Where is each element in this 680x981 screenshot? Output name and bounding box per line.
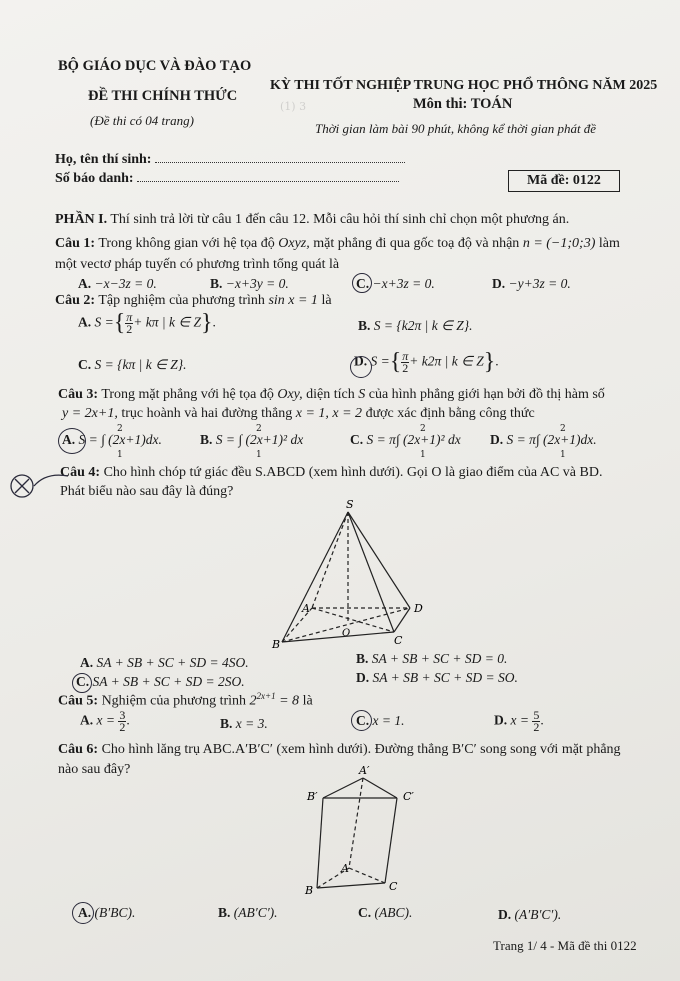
q1-b-letter: B. [210,276,223,291]
q2-a-letter: A. [78,314,92,330]
q3-b-hi: 2 [256,424,262,434]
q5-a-num: 3 [119,708,126,722]
q5-option-a[interactable]: A. x = $\frac{3}{2}$ . [80,708,130,734]
q4-c-text: SA + SB + SC + SD = 2SO. [92,674,245,689]
label-b1: B′ [307,790,318,803]
label-c: C [389,880,398,893]
q5-stem [58,691,313,710]
q2-b-text: S = {k2π | k ∈ Z}. [373,318,473,333]
bleed-through: (1) 3 [280,100,307,113]
q5-a-den: 2 [119,720,126,734]
q3-d-letter: D. [490,432,504,447]
q6-answer-circle [72,902,94,924]
page-footer: Trang 1/ 4 - Mã đề thi 0122 [493,938,637,953]
q6-option-d[interactable] [498,907,561,923]
q2-d-den: 2 [402,361,409,375]
q5-d-num: 5 [533,708,540,722]
q1-line2: một vectơ pháp tuyến có phương trình tổng quát là [55,257,340,272]
brace-close: } [201,310,213,336]
edge-cc1 [385,798,397,883]
q3-c-hi: 2 [420,424,426,434]
q3-answer-circle [58,428,86,454]
q1-a-letter: A. [78,276,92,291]
q1-text2: mặt phẳng đi qua gốc toạ độ và nhận [313,236,520,251]
part1-title: PHẦN I. [55,212,108,227]
q6-text: Cho hình lăng trụ ABC.A′B′C′ (xem hình dưới). Đường thẳng B′C′ song song với mặt phẳng [101,742,621,757]
q1-d-letter: D. [492,276,506,291]
q3-label: Câu 3: [58,387,99,402]
q5-d-frac [532,710,540,733]
label-d: D [414,602,423,615]
q1-a-text: −x−3z = 0. [94,276,157,291]
brace-open: { [389,349,402,375]
q1-vector: n = (−1;0;3) [522,236,596,251]
q4-d-text: SA + SB + SC + SD = SO. [372,670,518,685]
q2-d-letter: D. [354,353,368,369]
q4-answer-circle [72,673,92,693]
q3-text1: Trong mặt phẳng với hệ tọa độ [101,387,274,402]
q4-stem [60,465,602,481]
q1-option-d[interactable] [492,276,571,292]
q2-answer-circle [350,353,372,378]
q1-c-letter: C. [356,276,370,291]
q6-stem [58,742,621,758]
label-a: A [302,602,310,615]
q3-b-letter: B. [200,432,213,447]
q6-b-letter: B. [218,905,231,920]
q4-line2: Phát biểu nào sau đây là đúng? [60,484,234,499]
official-label: ĐỀ THI CHÍNH THỨC [88,88,238,104]
label-a: A [341,862,349,875]
label-c1: C′ [403,790,414,803]
exam-title: KỲ THI TỐT NGHIỆP TRUNG HỌC PHỔ THÔNG NĂM 2025 [270,78,658,93]
q5-c-text: x = 1. [372,713,405,728]
q4-option-a[interactable] [80,655,249,671]
q5-a-letter: A. [80,712,94,728]
q3-stem [58,387,605,403]
q5-eq-rhs: = 8 [279,693,300,709]
q1-option-b[interactable] [210,276,289,292]
q4-c-letter: C. [76,674,90,689]
q6-a-text: (B′BC). [94,905,136,920]
q2-a-den: 2 [126,322,133,336]
q5-answer-circle [351,710,372,731]
q5-b-text: x = 3. [235,716,268,731]
q4-option-c[interactable] [76,674,245,690]
q1-stem [55,236,620,252]
label-o: O [342,628,351,639]
q1-option-a[interactable] [78,276,157,292]
q3-c-letter: C. [350,432,364,447]
q3-sym: S [358,387,366,402]
edge-aa1 [349,778,363,868]
label-c: C [394,634,403,647]
q5-option-d[interactable]: D. x = $\frac{5}{2}$ . [494,708,544,734]
name-field[interactable] [155,162,405,163]
edge-cd [394,608,410,632]
q3-b-lo: 1 [256,450,262,460]
q6-option-b[interactable] [218,905,278,921]
q5-a-frac [118,710,126,733]
id-label-text: Số báo danh: [55,171,134,186]
q3-line2 [62,406,535,422]
q2-c-letter: C. [78,357,92,372]
q3-line2a: y = 2x+1, [62,406,118,421]
q4-label: Câu 4: [60,465,101,480]
q6-d-text: (A′B′C′). [514,907,562,922]
q2-d-pre: S = [370,353,390,369]
id-field[interactable] [137,181,399,182]
label-a1: A′ [359,764,370,777]
q3-option-b[interactable] [200,432,303,448]
q2-eq: sin x = 1 [268,293,318,308]
q2-d-num: π [402,349,409,363]
q2-text: Tập nghiệm của phương trình [98,293,265,308]
q3-a-letter: A. [62,432,76,447]
edge-sa [312,512,348,608]
q4-a-text: SA + SB + SC + SD = 4SO. [96,655,249,670]
q4-d-letter: D. [356,670,370,685]
q2-a-post: + kπ | k ∈ Z [133,314,202,330]
q1-b-text: −x+3y = 0. [225,276,289,291]
part1-instruction: Thí sinh trả lời từ câu 1 đến câu 12. Mỗi câu hỏi thí sinh chỉ chọn một phương án. [110,212,570,227]
q6-b-text: (AB′C′). [233,905,278,920]
prism-figure [285,764,415,898]
q2-a-pre: S = [94,314,114,330]
q3-line2c: x = 1, x = 2 [295,406,363,421]
margin-mark-icon [6,468,56,508]
q3-line2d: được xác định bằng công thức [365,406,535,421]
q3-text2: diện tích [306,387,355,402]
q5-eq-exp: 2x+1 [256,691,276,701]
q4-option-d[interactable] [356,670,518,686]
q4-option-b[interactable] [356,651,507,667]
q3-d-text: S = π∫ (2x+1)dx. [506,432,597,447]
q6-option-c[interactable] [358,905,412,921]
q3-option-d[interactable] [490,432,597,448]
q3-a-text: S = ∫ (2x+1)dx. [78,432,162,447]
edge-bc [317,883,385,888]
q3-option-c[interactable] [350,432,461,448]
q4-text: Cho hình chóp tứ giác đều S.ABCD (xem hình dưới). Gọi O là giao điểm của AC và BD. [103,465,603,480]
q1-d-text: −y+3z = 0. [508,276,571,291]
q6-c-text: (ABC). [374,905,413,920]
q2-option-b[interactable] [358,318,473,334]
q3-c-text: S = π∫ (2x+1)² dx [366,432,461,447]
edge-sb [282,512,351,642]
q2-label: Câu 2: [55,293,96,308]
q3-system: Oxy, [277,387,303,402]
q5-d-letter: D. [494,712,508,728]
q3-c-lo: 1 [420,450,426,460]
q3-text3: của hình phẳng giới hạn bởi đồ thị hàm số [368,387,605,402]
candidate-id-label [55,171,399,187]
q6-line2: nào sau đây? [58,762,131,777]
q5-label: Câu 5: [58,693,99,709]
q5-d-den: 2 [533,720,540,734]
q3-a-lo: 1 [117,450,123,460]
q4-b-letter: B. [356,651,369,666]
q1-label: Câu 1: [55,236,96,251]
q3-d-lo: 1 [560,450,566,460]
q6-label: Câu 6: [58,742,99,757]
q5-text: Nghiệm của phương trình [101,693,247,709]
q2-a-num: π [126,310,133,324]
q1-c-text: −x+3z = 0. [372,276,435,291]
q1-answer-circle [352,273,372,293]
q1-system: Oxyz, [278,236,310,251]
q3-line2b: trục hoành và hai đường thẳng [121,406,293,421]
q6-a-letter: A. [78,905,92,920]
q3-b-text: S = ∫ (2x+1)² dx [215,432,304,447]
q4-a-letter: A. [80,655,94,670]
q5-tail: là [302,693,313,709]
q2-c-text: S = {kπ | k ∈ Z}. [94,357,187,372]
edge-bb1 [317,798,323,888]
brace-open: { [113,310,126,336]
ministry-name: BỘ GIÁO DỤC VÀ ĐÀO TẠO [58,58,252,74]
diag-ac [312,608,394,632]
q6-c-letter: C. [358,905,372,920]
q6-d-letter: D. [498,907,512,922]
q5-c-letter: C. [356,713,370,728]
candidate-name-label [55,152,405,168]
q5-option-b[interactable] [220,716,268,732]
q2-option-a[interactable]: A. S ={ $\frac{\pi}{2}$ + kπ | k ∈ Z}. [78,310,216,336]
exam-code-box: Mã đề: 0122 [508,170,620,192]
edge-a1c1 [363,778,397,798]
q3-a-hi: 2 [117,424,123,434]
q2-b-letter: B. [358,318,371,333]
name-label-text: Họ, tên thí sinh: [55,152,152,167]
q2-tail: là [321,293,332,308]
edge-ac [349,868,385,883]
q1-text3: làm [598,236,620,251]
part1-header [55,212,569,228]
q2-option-d[interactable]: D. S ={ $\frac{\pi}{2}$ + k2π | k ∈ Z}. [354,349,499,375]
q1-text1: Trong không gian với hệ tọa độ [98,236,275,251]
label-s: S [346,498,354,511]
brace-close: } [483,349,496,375]
time-note: Thời gian làm bài 90 phút, không kể thời gian phát đề [315,121,597,136]
q3-d-hi: 2 [560,424,566,434]
q2-stem [55,293,332,309]
q5-eq-base: 2 [249,693,257,709]
label-b: B [272,638,281,651]
pyramid-figure [270,498,423,651]
q5-d-pre: x = [510,712,529,728]
q2-option-c[interactable] [78,357,187,373]
q5-b-letter: B. [220,716,233,731]
subject-label: Môn thi: TOÁN [413,96,513,112]
q4-b-text: SA + SB + SC + SD = 0. [371,651,508,666]
label-b: B [305,884,314,897]
q2-d-post: + k2π | k ∈ Z [409,353,484,369]
pages-note: (Đề thi có 04 trang) [90,113,194,128]
edge-b1a1 [323,778,363,798]
q5-a-pre: x = [96,712,115,728]
